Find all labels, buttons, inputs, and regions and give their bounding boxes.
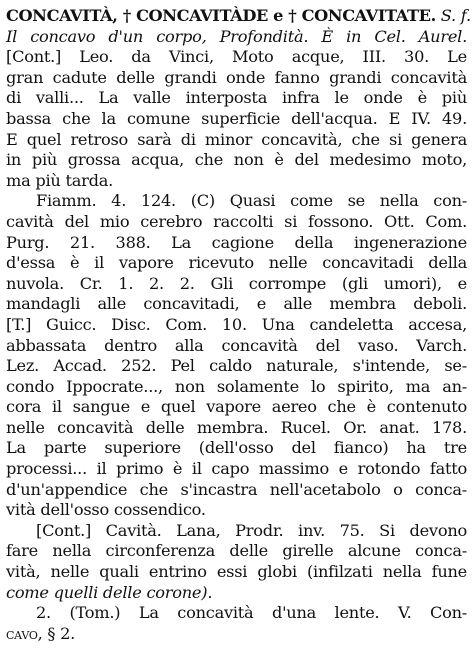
entry-line: cavità del mio cerebro raccolti si fossono. Ott. Com.: [6, 211, 467, 231]
entry-line: ma più tarda.: [6, 170, 114, 190]
entry-line: gran cadute delle grandi onde fanno grandi concavità: [6, 67, 467, 87]
entry-line: processi... il primo è il capo massimo e rotondo fatto: [6, 459, 467, 479]
entry-line: nelle concavità delle membra. Rucel. Or. anat. 178.: [6, 417, 467, 437]
entry-citation-line: Fiamm. 4. 124. (C) Quasi come se nella con-: [36, 191, 467, 211]
entry-sense-line: 2. (Tom.) La concavità d'una lente. V. Con-: [36, 603, 467, 623]
entry-line: E quel retroso sarà di minor concavità, che si genera: [6, 129, 467, 149]
entry-line: cavo, § 2.: [6, 623, 76, 643]
entry-line: di valli... La valle interposta infra le onde è più: [6, 88, 467, 108]
entry-line: Lez. Accad. 252. Pel caldo naturale, s'intende, se-: [6, 356, 467, 376]
entry-line: come quelli delle corone).: [6, 582, 213, 602]
entry-line: [T.] Guicc. Disc. Com. 10. Una candeletta accesa,: [6, 314, 467, 334]
entry-line: bassa che la comune superficie dell'acqua. E IV. 49.: [6, 108, 467, 128]
entry-line: condo Ippocrate..., non solamente lo spirito, ma an-: [6, 376, 467, 396]
entry-line: d'essa è il vapore ricevuto nelle concavitadi della: [6, 253, 467, 273]
entry-line: in più grossa acqua, che non è del medesimo moto,: [6, 150, 467, 170]
entry-line: vità, nelle quali entrino essi globi (infilzati nella fune: [6, 562, 467, 582]
entry-line: Il concavo d'un corpo, Profondità. È in Cel. Aurel.: [6, 26, 467, 46]
entry-line: cora il sangue e quel vapore aereo che è contenuto: [6, 397, 467, 417]
entry-line: mandagli alle concavitadi, e alle membra deboli.: [6, 294, 467, 314]
entry-variants: , † CONCAVITÀDE e † CONCAVITATE.: [112, 6, 436, 25]
entry-header-line: [6, 6, 471, 27]
entry-citation-line: [Cont.] Cavità. Lana, Prodr. inv. 75. Si devono: [36, 520, 467, 540]
entry-line: Purg. 21. 388. La cagione della ingenerazione: [6, 232, 467, 252]
entry-line: nuvola. Cr. 1. 2. 2. Gli corrompe (gli umori), e: [6, 273, 467, 293]
entry-line: d'un'appendice che s'incastra nell'acetabolo o conca-: [6, 479, 467, 499]
entry-headword: CONCAVITÀ: [6, 6, 113, 25]
entry-part-of-speech: S. f.: [440, 6, 471, 25]
entry-line: La parte superiore (dell'osso del fianco) ha tre: [6, 438, 467, 458]
entry-line: [Cont.] Leo. da Vinci, Moto acque, III. 30. Le: [6, 47, 467, 67]
entry-line: fare nella circonferenza delle girelle alcune conca-: [6, 541, 467, 561]
entry-line: vità dell'osso cossendico.: [6, 500, 206, 520]
entry-line: abbassata dentro alla concavità del vaso. Varch.: [6, 335, 467, 355]
